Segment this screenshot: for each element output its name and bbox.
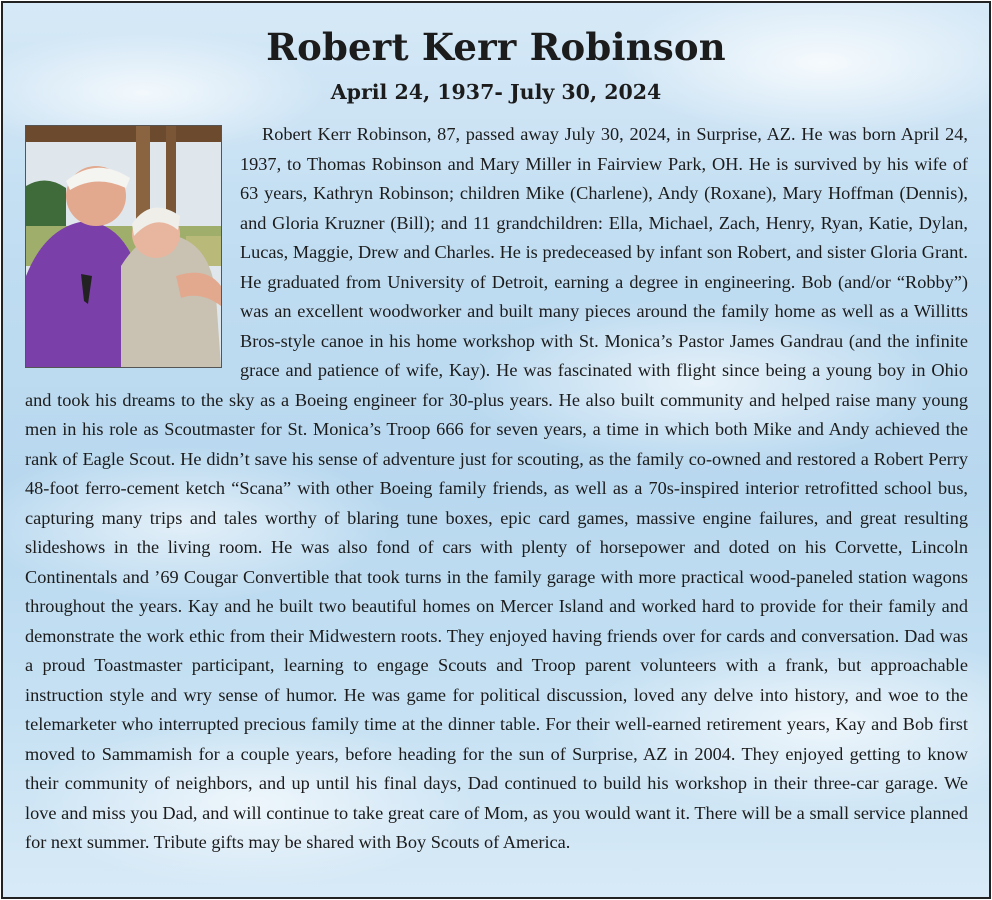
life-dates: April 24, 1937- July 30, 2024 bbox=[330, 80, 662, 104]
obituary-text: Robert Kerr Robinson, 87, passed away July 30, 2024, in Surprise, AZ. He was born April 24, 1937, to Thomas Robinson and Mary Miller in Fairview Park, OH. He is survived by his wife of 63 years, Kathryn Robinson; children Mike (Charlene), Andy (Roxane), Mary Hoffman (Dennis), and Gloria Kruzner (Bill); and 11 grandchildren: Ella, Michael, Zach, Henry, Ryan, Katie, Dylan, Lucas, Maggie, Drew and Charles. He is predeceased by infant son Robert, and sister Gloria Grant. He graduated from University of Detroit, earning a degree in engineering. Bob (and/or “Robby”) was an excellent woodworker and built many pieces around the family home as well as a Willitts Bros-style canoe in his home workshop with St. Monica’s Pastor James Gandrau (and the infinite grace and patience of wife, Kay). He was fascinated with flight since being a young boy in Ohio and took his dreams to the sky as a Boeing engineer for 30-plus years. He also built community and helped raise many young men in his role as Scoutmaster for St. Monica’s Troop 666 for seven years, a time in which both Mike and Andy achieved the rank of Eagle Scout. He didn’t save his sense of adventure just for scouting, as the family co-owned and restored a Robert Perry 48-foot ferro-cement ketch “Scana” with other Boeing family friends, as well as a 70s-inspired interior retrofitted school bus, capturing many trips and tales worthy of blaring tune boxes, epic card games, massive engine failures, and great resulting slideshows in the living room. He was also fond of cars with plenty of horsepower and doted on his Corvette, Lincoln Continentals and ’69 Cougar Convertible that took turns in the family garage with more practical wood-paneled station wagons throughout the years. Kay and he built two beautiful homes on Mercer Island and worked hard to provide for their family and demonstrate the work ethic from their Midwestern roots. They enjoyed having friends over for cards and conversation. Dad was a proud Toastmaster participant, learning to engage Scouts and Troop parent volunteers with a frank, but approachable instruction style and wry sense of humor. He was game for political discussion, loved any delve into history, and woe to the telemarketer who interrupted precious family time at the dinner table. For their well-earned retirement years, Kay and Bob first moved to Sammamish for a couple years, before heading for the sun of Surprise, AZ in 2004. They enjoyed getting to know their community of neighbors, and up until his final days, Dad continued to build his workshop in their three-car garage. We love and miss you Dad, and will continue to take great care of Mom, as you would want it. There will be a small service planned for next summer. Tribute gifts may be shared with Boy Scouts of America. bbox=[25, 124, 968, 852]
couple-photo-icon bbox=[25, 125, 222, 368]
deceased-name: Robert Kerr Robinson bbox=[266, 25, 726, 69]
obituary-body bbox=[25, 120, 968, 858]
obituary-card bbox=[1, 1, 991, 899]
